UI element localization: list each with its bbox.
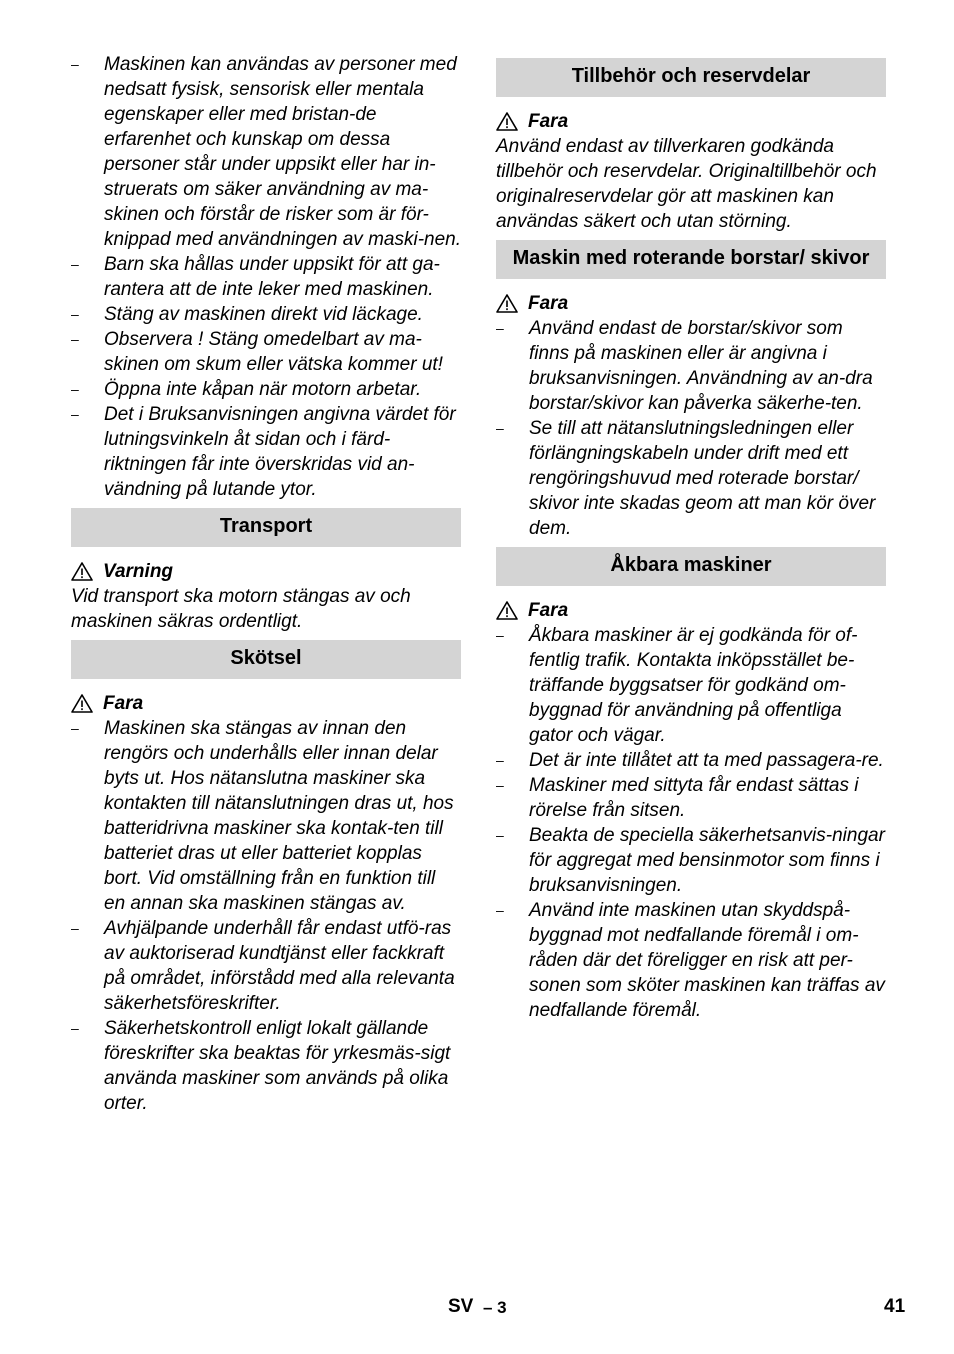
list-item: – Maskiner med sittyta får endast sättas i rörelse från sitsen. <box>496 775 859 821</box>
tillbehor-text: Använd endast av tillverkaren godkända tillbehör och reservdelar. Originaltillbehör och originalreservdelar gör att maskinen kan användas säkert och utan störning. <box>496 136 877 232</box>
list-item: – Det i Bruksanvisningen angivna värdet för lutningsvinkeln åt sidan och i färd-riktningen får inte överskridas vid an-vändning på lutande ytor. <box>71 404 456 500</box>
list-item: – Se till att nätanslutningsledningen eller förlängningskabeln under drift med ett rengöringshuvud med roterade borstar/ skivor inte skadas geom att man kör över dem. <box>496 418 876 539</box>
akbara-list <box>496 623 886 1023</box>
warning-heading: Fara <box>496 598 886 623</box>
skotsel-list <box>71 716 461 1116</box>
list-item: – Öppna inte kåpan när motorn arbetar. <box>71 379 422 400</box>
dash-bullet: – <box>71 331 79 347</box>
list-item: – Maskinen ska stängas av innan den rengörs och underhålls eller innan delar byts ut. Hos nätanslutna maskiner ska kontakten till nätanslutningen dras ut, hos batteridrivna maskiner ska kontak-ten till batteriet dras ut eller batteriet kopplas bort. Vid omställning från en funktion till en annan ska maskinen stängas av. <box>71 718 454 914</box>
warning-triangle-icon <box>71 694 93 713</box>
section-header-transport: Transport <box>71 508 461 547</box>
list-item: – Avhjälpande underhåll får endast utfö-ras av auktoriserad kundtjänst eller fackkraft på området, införstådd med alla relevanta säkerhetsföreskrifter. <box>71 918 455 1014</box>
list-item: – Beakta de speciella säkerhetsanvis-ningar för aggregat med bensinmotor som finns i bruksanvisningen. <box>496 825 885 896</box>
dash-bullet: – <box>71 381 79 397</box>
footer-section-page: – 3 <box>483 1298 507 1317</box>
section-header-tillbehor: Tillbehör och reservdelar <box>496 58 886 97</box>
intro-list <box>71 52 461 502</box>
warning-heading: Fara <box>71 691 461 716</box>
list-item: – Använd endast de borstar/skivor som finns på maskinen eller är angivna i bruksanvisningen. Användning av an-dra borstar/skivor kan påverka säkerhe-ten. <box>496 318 873 414</box>
dash-bullet: – <box>71 406 79 422</box>
page-number: 41 <box>884 1296 906 1317</box>
dash-bullet: – <box>496 902 504 918</box>
warning-heading: Varning <box>71 559 461 584</box>
transport-text: Vid transport ska motorn stängas av och maskinen säkras ordentligt. <box>71 586 411 632</box>
list-item: – Maskinen kan användas av personer med nedsatt fysisk, sensorisk eller mentala egenskaper eller med bristan-de erfarenhet och kunskap om dessa personer står under uppsikt eller har in-struerats om säker användning av ma-skinen och förstår de risker som är för-knippad med användningen av maski-nen. <box>71 54 462 250</box>
warning-triangle-icon <box>496 601 518 620</box>
dash-bullet: – <box>496 320 504 336</box>
dash-bullet: – <box>496 777 504 793</box>
right-column <box>496 52 886 1023</box>
dash-bullet: – <box>71 720 79 736</box>
warning-heading: Fara <box>496 291 886 316</box>
roterande-list <box>496 316 886 541</box>
section-header-roterande: Maskin med roterande borstar/ skivor <box>496 240 886 279</box>
list-item: – Det är inte tillåtet att ta med passagera-re. <box>496 750 884 771</box>
list-item: – Åkbara maskiner är ej godkända för of-fentlig trafik. Kontakta inköpsstället be-träffande byggsatser för godkänd om-byggnad för användning på offentliga gator och vägar. <box>496 625 858 746</box>
list-item: – Barn ska hållas under uppsikt för att ga-rantera att de inte leker med maskinen. <box>71 254 440 300</box>
warning-triangle-icon <box>496 294 518 313</box>
dash-bullet: – <box>71 1020 79 1036</box>
warning-triangle-icon <box>71 562 93 581</box>
dash-bullet: – <box>496 627 504 643</box>
list-item: – Stäng av maskinen direkt vid läckage. <box>71 304 423 325</box>
list-item: – Använd inte maskinen utan skyddspå-byggnad mot nedfallande föremål i om-råden där det föreligger en risk att per-sonen som sköter maskinen kan träffas av nedfallande föremål. <box>496 900 885 1021</box>
warning-triangle-icon <box>496 112 518 131</box>
section-header-akbara: Åkbara maskiner <box>496 547 886 586</box>
dash-bullet: – <box>71 56 79 72</box>
list-item: – Observera ! Stäng omedelbart av ma-skinen om skum eller vätska kommer ut! <box>71 329 443 375</box>
left-column <box>71 52 461 1116</box>
dash-bullet: – <box>71 256 79 272</box>
footer-language: SV <box>448 1296 474 1317</box>
dash-bullet: – <box>71 920 79 936</box>
dash-bullet: – <box>496 827 504 843</box>
dash-bullet: – <box>496 752 504 768</box>
list-item: – Säkerhetskontroll enligt lokalt gällande föreskrifter ska beaktas för yrkesmäs-sigt använda maskiner som används på olika orter. <box>71 1018 451 1114</box>
section-header-skotsel: Skötsel <box>71 640 461 679</box>
warning-heading: Fara <box>496 109 886 134</box>
dash-bullet: – <box>496 420 504 436</box>
dash-bullet: – <box>71 306 79 322</box>
